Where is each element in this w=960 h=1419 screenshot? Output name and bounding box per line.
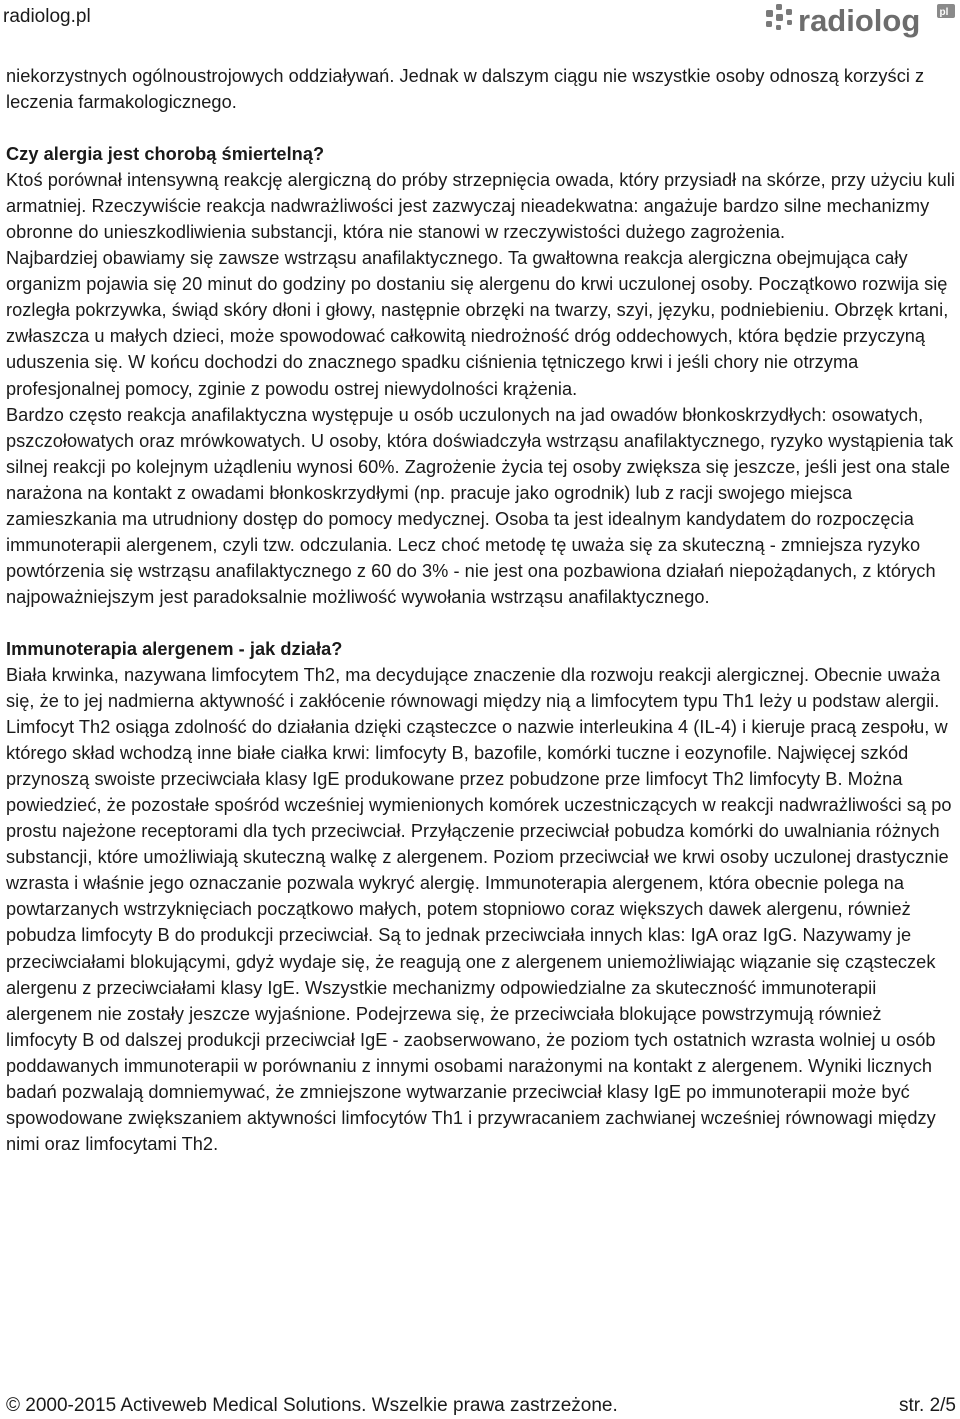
article-content [6,63,956,1157]
logo-badge: pl [939,7,949,18]
copyright-text: © 2000-2015 Activeweb Medical Solutions. Wszelkie prawa zastrzeżone. [6,1395,618,1416]
radiolog-logo [760,0,960,44]
page-footer [6,1393,956,1419]
paragraph-insects: Bardzo często reakcja anafilaktyczna występuje u osób uczulonych na jad owadów błonkoskrzydłych: osowatych, pszczołowatych oraz mrówkowatych. U osoby, która doświadczyła wstrząsu anafilaktycznego, ryzyko wystąpienia tak silnej reakcji po kolejnym użądleniu wynosi 60%. Zagrożenie życia tej osoby zwiększa się jeszcze, jeśli jest ona stale narażona na kontakt z owadami błonkoskrzydłymi (np. pracuje jako ogrodnik) lub z racji swojego miejsca zamieszkania ma utrudniony dostęp do pomocy medycznej. Osoba ta jest idealnym kandydatem do rozpoczęcia immunoterapii alergenem, czyli tzw. odczulania. Lecz choć metodę tę uważa się za skuteczną - zmniejsza ryzyko powtórzenia się wstrząsu anafilaktycznego z 60 do 3% - nie jest ona pozbawiona działań niepożądanych, z których najpoważniejszym jest paradoksalnie możliwość wywołania wstrząsu anafilaktycznego. [6,404,954,607]
heading-allergy-deadly: Czy alergia jest chorobą śmiertelną? [6,144,325,165]
paragraph-cannonball: Ktoś porównał intensywną reakcję alergiczną do próby strzepnięcia owada, który przysiadł na skórze, przy użyciu kuli armatniej. Rzeczywiście reakcja nadwrażliwości jest zazwyczaj nieadekwatna: angażuje bardzo silne mechanizmy obronne do unieszkodliwienia substancji, która nie stanowi w rzeczywistości dużego zagrożenia. [6,170,955,243]
site-name: radiolog.pl [3,6,91,27]
page-number: str. 2/5 [898,1395,956,1416]
paragraph-intro: niekorzystnych ogólnoustrojowych oddziaływań. Jednak w dalszym ciągu nie wszystkie osoby odnoszą korzyści z leczenia farmakologicznego. [6,66,925,113]
paragraph-anaphylaxis: Najbardziej obawiamy się zawsze wstrząsu anafilaktycznego. Ta gwałtowna reakcja alergiczna obejmująca cały organizm pojawia się 20 minut do godziny po dostaniu się alergenu do krwi uczulonej osoby. Początkowo rozwija się rozległa pokrzywka, świąd skóry dłoni i głowy, następnie obrzęki na twarzy, szyi, języku, podniebieniu. Obrzęk krtani, zwłaszcza u małych dzieci, może spowodować całkowitą niedrożność dróg oddechowych, która będzie przyczyną uduszenia się. W końcu dochodzi do znacznego spadku ciśnienia tętniczego krwi i jeśli chory nie otrzyma profesjonalnej pomocy, zginie z powodu ostrej niewydolności krążenia. [6,248,949,399]
heading-immunotherapy: Immunoterapia alergenem - jak działa? [6,638,343,659]
logo-dots-icon [766,4,792,30]
paragraph-immunotherapy: Biała krwinka, nazywana limfocytem Th2, ma decydujące znaczenie dla rozwoju reakcji alergicznej. Obecnie uważa się, że to jej nadmierna aktywność i zakłócenie równowagi między nią a limfocytem typu Th1 leży u podstaw alergii. Limfocyt Th2 osiąga zdolność do działania dzięki cząsteczce o nazwie interleukina 4 (IL-4) i kieruje pracą zespołu, w którego skład wchodzą inne białe ciałka krwi: limfocyty B, bazofile, komórki tuczne i eozynofile. Najwięcej szkód przynoszą swoiste przeciwciała klasy IgE produkowane przez pobudzone prze limfocyt Th2 limfocyty B. Można powiedzieć, że pozostałe spośród wcześniej wymienionych komórek uczestniczących w reakcji nadwrażliwości są po prostu najeżone receptorami dla tych przeciwciał. Przyłączenie przeciwciał pobudza komórki do uwalniania różnych substancji, które umożliwiają skuteczną walkę z alergenem. Poziom przeciwciał we krwi osoby uczulonej drastycznie wzrasta i właśnie jego oznaczanie pozwala wykryć alergię. Immunoterapia alergenem, która obecnie polega na powtarzanych wstrzyknięciach początkowo małych, potem stopniowo coraz większych dawek alergenu, również pobudza limfocyty B do produkcji przeciwciał. Są to jednak przeciwciała innych klas: IgA oraz IgG. Nazywamy je przeciwciałami blokującymi, gdyż wydaje się, że reagują one z alergenem uniemożliwiając wiązanie się cząsteczek alergenu z przeciwciałami klasy IgE. Wszystkie mechanizmy odpowiedzialne za skuteczność immunoterapii alergenem nie zostały jeszcze wyjaśnione. Podejrzewa się, że przeciwciała blokujące powstrzymują również limfocyty B od dalszej produkcji przeciwciał IgE - zaobserwowano, że poziom tych ostatnich wzrasta wolniej u osób poddawanych immunoterapii w porównaniu z innymi osobami narażonymi na kontakt z alergenem. Wyniki licznych badań pozwalają domniemywać, że zmniejszone wytwarzanie przeciwciał klasy IgE po immunoterapii może być spowodowane zwiększaniem aktywności limfocytów Th1 i przywracaniem zachwianej wcześniej równowagi między nimi oraz limfocytami Th2. [6,664,952,1154]
logo-text: radiolog [798,3,921,38]
